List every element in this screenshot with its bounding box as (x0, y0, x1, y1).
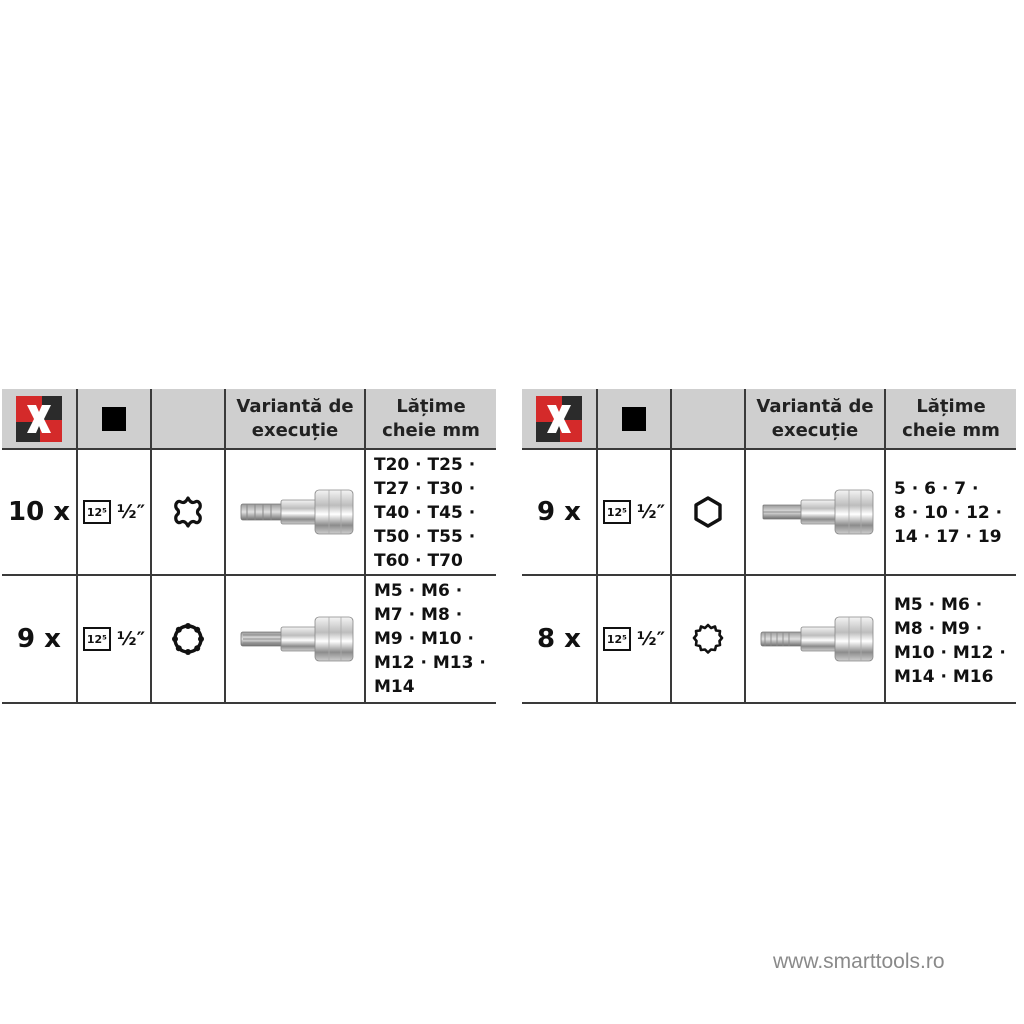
watermark: www.smarttools.ro (773, 950, 945, 973)
socket-image-ribe (226, 576, 364, 702)
drive-fraction: ½″ (636, 501, 666, 523)
header-width: Lățime cheie mm (382, 395, 480, 441)
header-width: Lățime cheie mm (902, 395, 1000, 441)
profile-cell (152, 576, 224, 702)
drive-badge: 12⁵ (83, 627, 111, 651)
square-drive-icon (622, 407, 646, 431)
size-list: M5 · M6 · M7 · M8 · M9 · M10 · M12 · M13 · M14 (374, 581, 486, 697)
size-list: T20 · T25 · T27 · T30 · T40 · T45 · T50 · T55 · T60 · T70 (374, 455, 476, 571)
square-drive-icon (102, 407, 126, 431)
spline-icon (691, 622, 725, 656)
row-qty: 10 x (7, 497, 70, 527)
header-variant: Variantă de execuție (756, 395, 874, 441)
size-list: 5 · 6 · 7 · 8 · 10 · 12 · 14 · 17 · 19 (894, 479, 1003, 547)
header-profile-cell (672, 389, 744, 448)
socket-image-torx (226, 450, 364, 574)
hexagon-icon (691, 495, 725, 529)
drive-size (78, 450, 150, 574)
header-logo-cell (2, 389, 76, 448)
drive-fraction: ½″ (116, 501, 146, 523)
drive-size (598, 576, 670, 702)
socket-image-spline (746, 576, 884, 702)
socket-image-hex (746, 450, 884, 574)
socket-table-left (2, 389, 496, 704)
ribe-icon (171, 622, 205, 656)
torx-icon (171, 495, 205, 529)
header-drive-cell (78, 389, 150, 448)
size-list: M5 · M6 · M8 · M9 · M10 · M12 · M14 · M16 (894, 595, 1006, 687)
header-profile-cell (152, 389, 224, 448)
profile-cell (152, 450, 224, 574)
profile-cell (672, 576, 744, 702)
drive-badge: 12⁵ (603, 627, 631, 651)
drive-fraction: ½″ (116, 628, 146, 650)
x-logo-icon (536, 396, 582, 442)
drive-size (78, 576, 150, 702)
row-qty: 9 x (17, 624, 61, 654)
x-logo-icon (16, 396, 62, 442)
header-drive-cell (598, 389, 670, 448)
row-qty: 8 x (537, 624, 581, 654)
row-qty: 9 x (537, 497, 581, 527)
drive-fraction: ½″ (636, 628, 666, 650)
header-logo-cell (522, 389, 596, 448)
drive-badge: 12⁵ (83, 500, 111, 524)
drive-badge: 12⁵ (603, 500, 631, 524)
profile-cell (672, 450, 744, 574)
drive-size (598, 450, 670, 574)
header-variant: Variantă de execuție (236, 395, 354, 441)
socket-table-right (522, 389, 1016, 704)
